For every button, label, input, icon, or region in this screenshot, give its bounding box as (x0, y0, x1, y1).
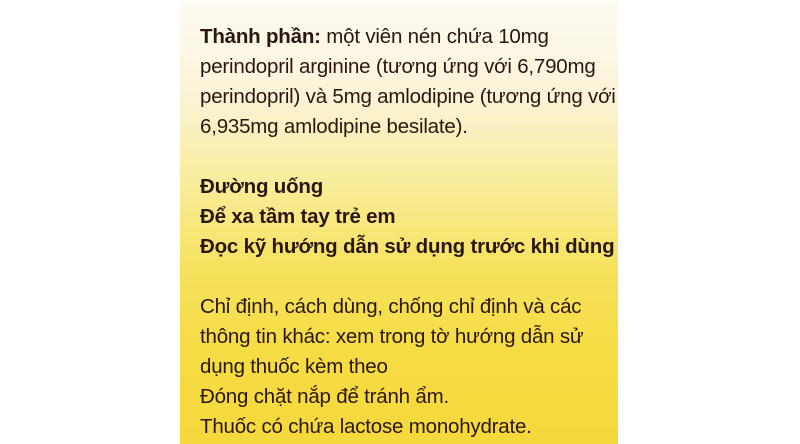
composition-text-1: một viên nén chứa 10mg (320, 25, 549, 48)
note-line-1: Chỉ định, cách dùng, chống chỉ định và các (200, 295, 582, 318)
label-text-block (200, 22, 618, 442)
warning-oral-use: Đường uống (200, 175, 324, 198)
note-line-5: Thuốc có chứa lactose monohydrate. (200, 415, 532, 438)
label-panel (180, 0, 618, 444)
composition-line-1 (200, 22, 618, 52)
spacer (200, 262, 618, 292)
note-line-3: dụng thuốc kèm theo (200, 355, 388, 378)
composition-line-2: perindopril arginine (tương ứng với 6,790mg (200, 55, 596, 78)
warning-read-instructions: Đọc kỹ hướng dẫn sử dụng trước khi dùng (200, 235, 615, 258)
spacer (200, 142, 618, 172)
composition-line-3: perindopril) và 5mg amlodipine (tương ứng với (200, 85, 616, 108)
composition-line-4: 6,935mg amlodipine besilate). (200, 115, 468, 138)
note-line-4: Đóng chặt nắp để tránh ẩm. (200, 385, 449, 408)
warning-keep-away-children: Để xa tầm tay trẻ em (200, 205, 396, 228)
note-line-2: thông tin khác: xem trong tờ hướng dẫn sử (200, 325, 584, 348)
composition-label: Thành phần: (200, 25, 321, 48)
